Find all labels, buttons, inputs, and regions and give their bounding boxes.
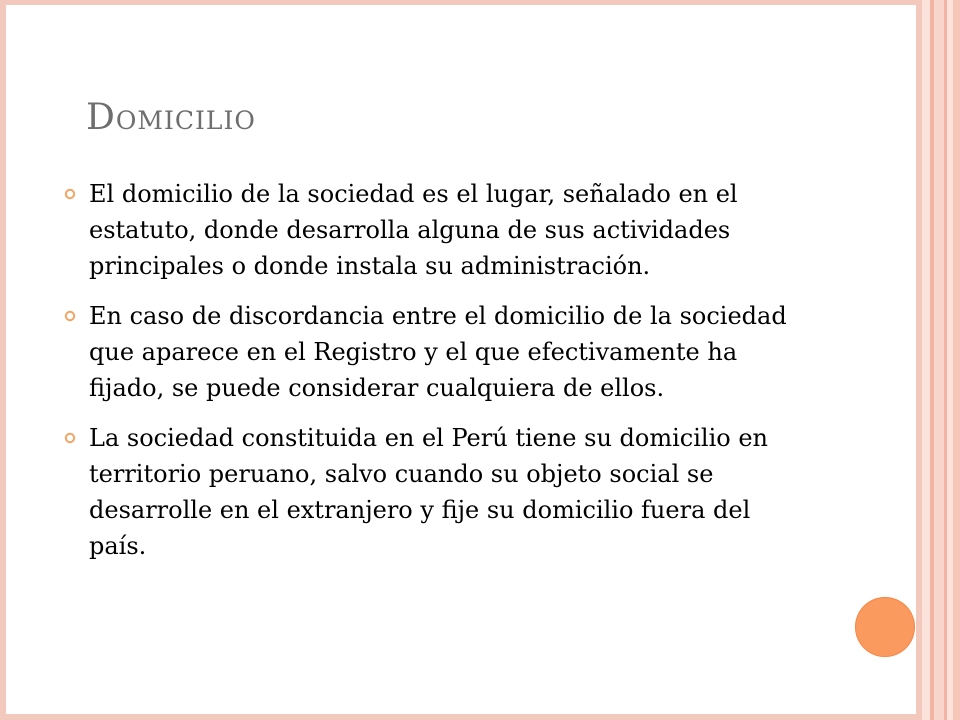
bullet-item [64, 176, 804, 284]
orange-circle-icon [855, 597, 915, 657]
frame-top-border [0, 0, 922, 5]
right-stripe [953, 0, 960, 720]
right-stripe [934, 0, 944, 720]
open-circle-bullet-icon [64, 432, 76, 444]
bullet-list [64, 176, 804, 578]
open-circle-bullet-icon [64, 310, 76, 322]
frame-left-border [0, 0, 6, 720]
slide-title: Domicilio [86, 97, 256, 138]
right-stripe [922, 0, 930, 720]
bullet-item [64, 298, 804, 406]
bullet-text: La sociedad constituida en el Perú tiene su domicilio en territorio peruano, salvo cuando su objeto social se desarrolle en el extranjero y fije su domicilio fuera del país. [89, 424, 768, 560]
bullet-text: En caso de discordancia entre el domicilio de la sociedad que aparece en el Registro y el que efectivamente ha fijado, se puede considerar cualquiera de ellos. [89, 302, 787, 402]
bullet-item [64, 420, 804, 564]
open-circle-bullet-icon [64, 188, 76, 200]
frame-bottom-border [0, 714, 922, 720]
bullet-text: El domicilio de la sociedad es el lugar, señalado en el estatuto, donde desarrolla alguna de sus actividades principales o donde instala su administración. [89, 180, 738, 280]
